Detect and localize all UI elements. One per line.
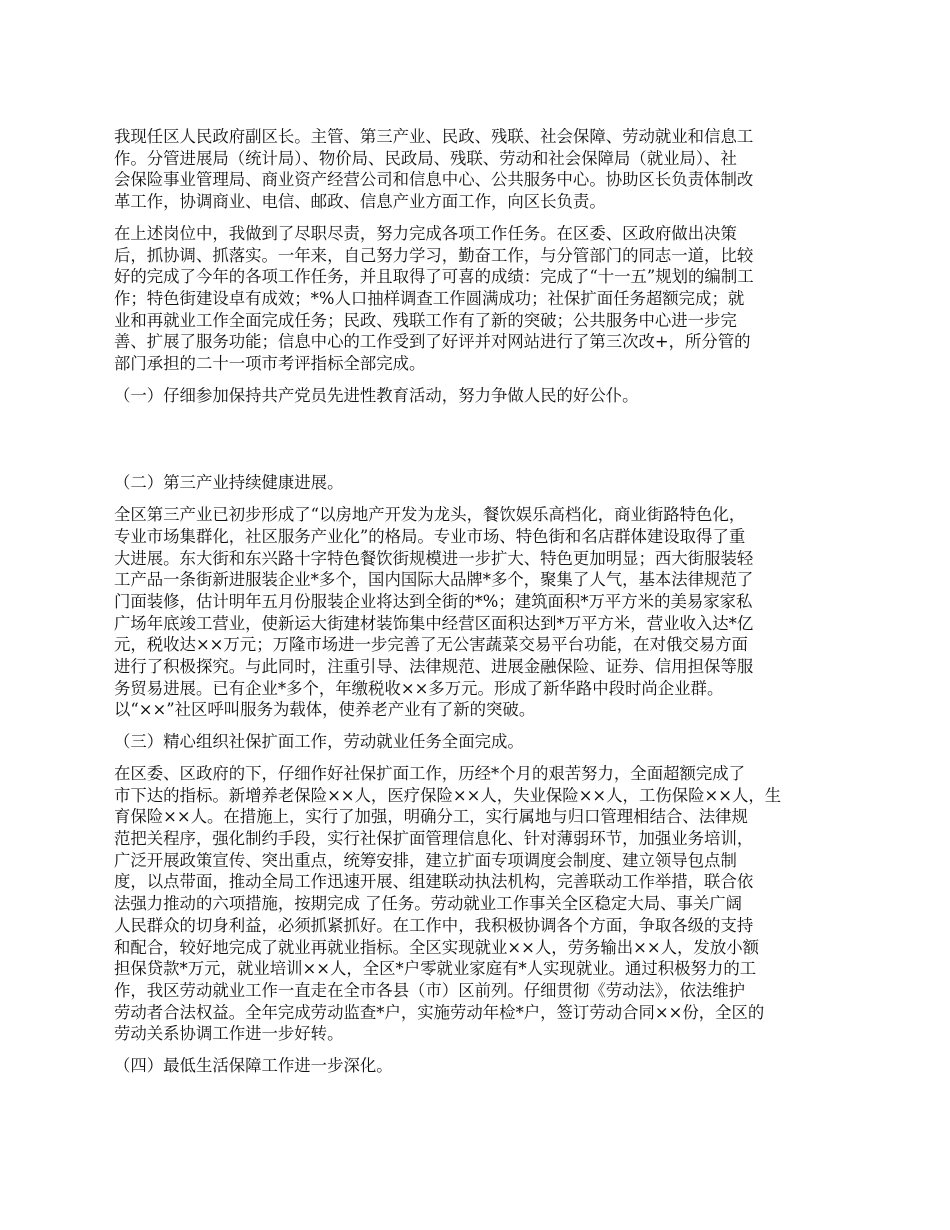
section-heading-1 [114, 385, 838, 407]
document-page [114, 126, 838, 1087]
paragraph-duties [114, 126, 838, 213]
text-line: 市下达的指标。新增养老保险××人，医疗保险××人，失业保险××人，工伤保险××人，生 [114, 785, 782, 805]
text-line: 善、扩展了服务功能；信息中心的工作受到了好评并对网站进行了第三次改+，所分管的 [114, 332, 751, 352]
text-line: 作。分管进展局（统计局）、物价局、民政局、残联、劳动和社会保障局（就业局）、社 [114, 148, 737, 168]
text-line: 法强力推动的六项措施，按期完成 了任务。劳动就业工作事关全区稳定大局、事关广阔 [114, 894, 743, 914]
text-line: 在区委、区政府的下，仔细作好社保扩面工作，历经*个月的艰苦努力，全面超额完成了 [114, 763, 746, 783]
text-line: 后，抓协调、抓落实。一年来，自己努力学习，勤奋工作，与分管部门的同志一道，比较 [114, 245, 754, 265]
text-line: 广场年底竣工营业，使新运大街建材装饰集中经营区面积达到*万平方米，营业收入达*亿 [114, 613, 754, 633]
text-line: 广泛开展政策宣传、突出重点，统筹安排，建立扩面专项调度会制度、建立领导包点制 [114, 850, 737, 870]
text-line: 大进展。东大街和东兴路十字特色餐饮街规模进一步扩大、特色更加明显；西大街服装轻 [114, 548, 754, 568]
text-line: 担保贷款*万元，就业培训××人，全区*户零就业家庭有*人实现就业。通过积极努力的工 [114, 959, 757, 979]
text-line: 劳动者合法权益。全年完成劳动监查*户，实施劳动年检*户，签订劳动合同××份，全区的 [114, 1002, 765, 1022]
text-line: 我现任区人民政府副区长。主管、第三产业、民政、残联、社会保障、劳动就业和信息工 [114, 127, 754, 146]
text-line: 工产品一条街新进服装企业*多个，国内国际大品牌*多个，聚集了人气，基本法律规范了 [114, 570, 754, 590]
text-line: 作，我区劳动就业工作一直走在全市各县（市）区前列。仔细贯彻《劳动法》，依法维护 [114, 980, 746, 1000]
text-line: 进行了积极探究。与此同时，注重引导、法律规范、进展金融保险、证券、信用担保等服 [114, 657, 754, 677]
text-line: 元，税收达××万元；万隆市场进一步完善了无公害蔬菜交易平台功能，在对俄交易方面 [114, 635, 748, 655]
text-line: 业和再就业工作全面完成任务；民政、残联工作有了新的突破；公共服务中心进一步完 [114, 310, 737, 330]
text-line: 部门承担的二十一项市考评指标全部完成。 [114, 354, 426, 374]
text-line: 和配合，较好地完成了就业再就业指标。全区实现就业××人，劳务输出××人，发放小额 [114, 937, 759, 957]
section-heading-2 [114, 472, 838, 494]
text-line: 全区第三产业已初步形成了“以房地产开发为龙头，餐饮娱乐高档化，商业街路特色化， [114, 505, 746, 525]
text-line: 在上述岗位中，我做到了尽职尽责，努力完成各项工作任务。在区委、区政府做出决策 [114, 223, 737, 243]
paragraph-achievements [114, 223, 838, 375]
text-line: 会保险事业管理局、商业资产经营公司和信息中心、公共服务中心。协助区长负责体制改 [114, 170, 754, 190]
text-line: 度，以点带面，推动全局工作迅速开展、组建联动执法机构，完善联动工作举措，联合依 [114, 872, 754, 892]
text-line: 范把关程序，强化制约手段，实行社保扩面管理信息化、针对薄弱环节，加强业务培训， [114, 828, 754, 848]
section-heading-3 [114, 731, 838, 753]
text-line: 人民群众的切身利益，必须抓紧抓好。在工作中，我积极协调各个方面，争取各级的支持 [114, 915, 754, 935]
section-heading-4 [114, 1055, 838, 1077]
text-line: 育保险××人。在措施上，实行了加强，明确分工，实行属地与归口管理相结合、法律规 [114, 807, 748, 827]
paragraph-tertiary-industry [114, 504, 838, 721]
heading-text: （三）精心组织社保扩面工作，劳动就业任务全面完成。 [114, 732, 524, 752]
text-line: 作；特色街建设卓有成效；*%人口抽样调查工作圆满成功；社保扩面任务超额完成；就 [114, 288, 745, 308]
text-line: 务贸易进展。已有企业*多个，年缴税收××多万元。形成了新华路中段时尚企业群。 [114, 678, 724, 698]
heading-text: （二）第三产业持续健康进展。 [114, 473, 344, 493]
text-line: 劳动关系协调工作进一步好转。 [114, 1024, 344, 1044]
heading-text: （四）最低生活保障工作进一步深化。 [114, 1056, 393, 1076]
text-line: 门面装修，估计明年五月份服装企业将达到全街的*%；建筑面积*万平方米的美易家家私 [114, 591, 753, 611]
paragraph-social-security [114, 763, 838, 1045]
text-line: 革工作，协调商业、电信、邮政、信息产业方面工作，向区长负责。 [114, 192, 606, 212]
text-line: 好的完成了今年的各项工作任务，并且取得了可喜的成绩：完成了“十一五”规划的编制工 [114, 267, 754, 287]
text-line: 以“××”社区呼叫服务为载体，使养老产业有了新的突破。 [114, 700, 536, 720]
text-line: 专业市场集群化，社区服务产业化”的格局。专业市场、特色街和名店群体建设取得了重 [114, 526, 746, 546]
heading-text: （一）仔细参加保持共产党员先进性教育活动，努力争做人民的好公仆。 [114, 385, 639, 405]
